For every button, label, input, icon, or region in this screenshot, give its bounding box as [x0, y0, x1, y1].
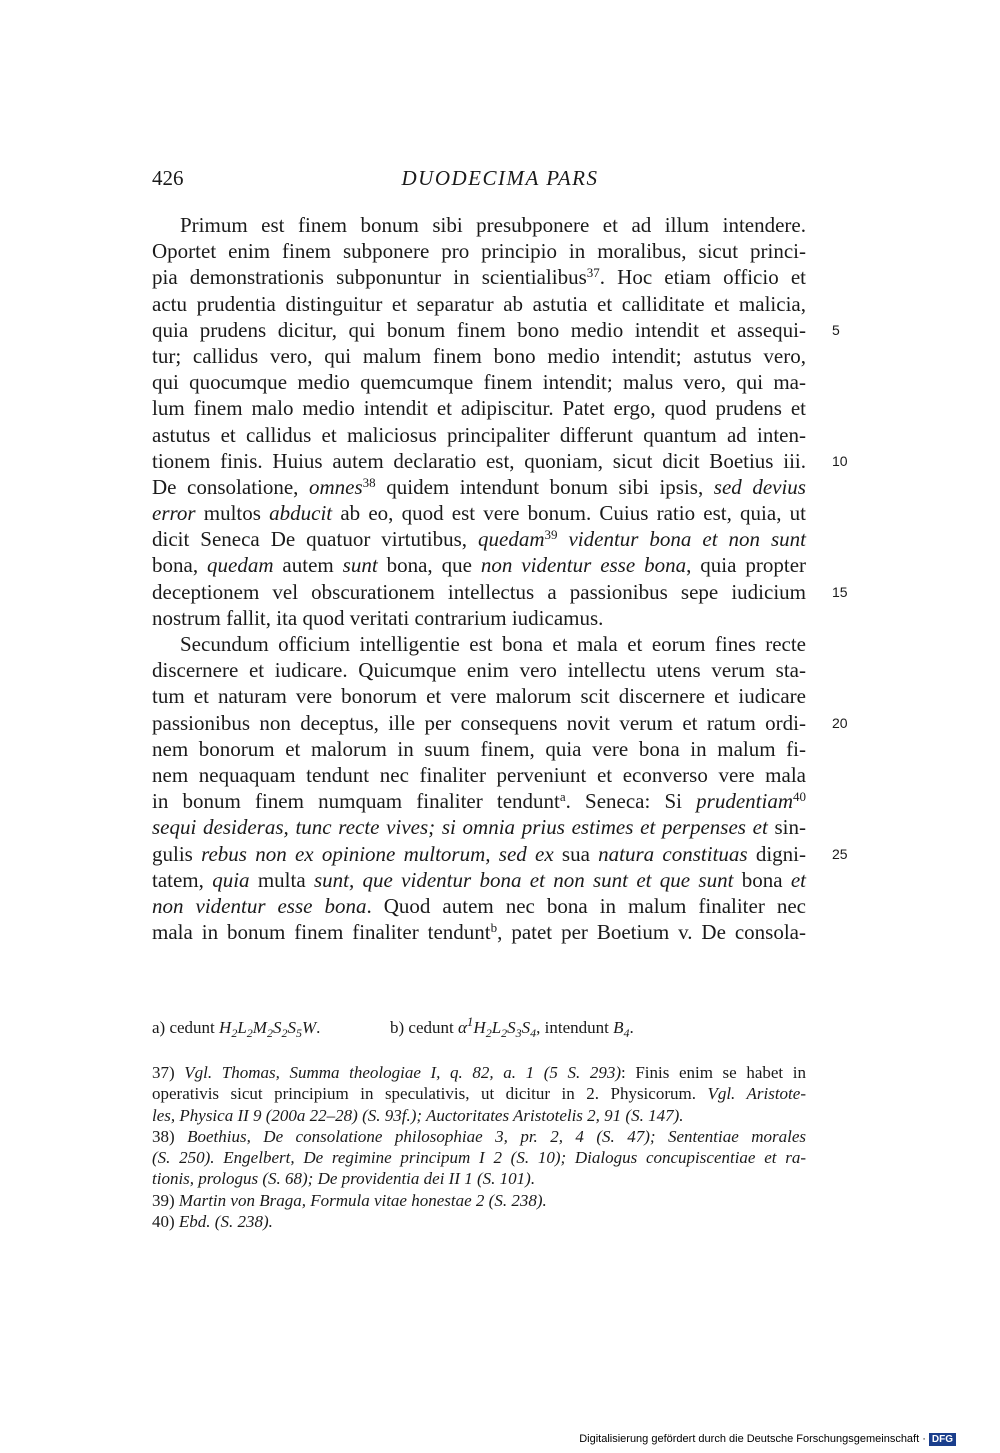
text-run: digni- — [747, 841, 807, 866]
text-run: ab eo, quod est vere bonum. Cuius ratio est, quia, ut — [332, 501, 806, 526]
text-line — [152, 814, 806, 840]
italic-run: non videntur esse bona — [152, 893, 367, 918]
siglum-index: 2 — [281, 1026, 288, 1040]
italic-run: videntur bona et non sunt — [568, 527, 806, 552]
dfg-logo: DFG — [929, 1433, 956, 1446]
italic-run: α — [457, 1018, 467, 1037]
line-number: 5 — [832, 321, 840, 338]
footnotes — [152, 1062, 806, 1232]
italic-run: non videntur esse bona — [480, 553, 687, 578]
footnote-line — [152, 1168, 806, 1189]
italic-run: quia — [212, 867, 250, 892]
line-number: 15 — [832, 583, 848, 600]
text-run: De consolatione, — [152, 474, 309, 499]
italic-run: W — [301, 1018, 317, 1037]
italic-run: H — [219, 1018, 232, 1037]
text-line — [152, 238, 806, 264]
text-run: qui quocumque medio quemcumque finem intendit; malus vero, qui ma- — [152, 370, 806, 395]
footnote-line — [152, 1126, 806, 1147]
text-line — [152, 343, 806, 369]
text-line — [152, 788, 806, 814]
text-run: quidem intendunt bonum sibi ipsis, — [375, 474, 714, 499]
text-run: gulis — [152, 841, 202, 866]
footnote-line — [152, 1190, 806, 1211]
italic-run: sed devius — [713, 474, 806, 499]
text-run: . Seneca: Si — [565, 789, 697, 814]
siglum-index: 2 — [501, 1026, 508, 1040]
note-marker: 39 — [544, 527, 558, 543]
text-run: , patet per Boetium v. De consola- — [497, 920, 806, 945]
italic-run: (S. 250). Engelbert, De regimine principum I 2 (S. 10); Dialogus concupiscentiae et ra- — [152, 1148, 806, 1168]
running-title: DUODECIMA PARS — [401, 166, 599, 190]
text-run: astutus et callidus et maliciosus principaliter differunt quantum ad inten- — [152, 422, 806, 447]
note-marker: 37 — [586, 265, 600, 281]
text-line — [152, 631, 806, 657]
text-run: : Finis enim se habet in — [621, 1063, 806, 1082]
text-line — [152, 579, 848, 605]
italic-run: sunt, que videntur bona et non sunt et que sunt — [313, 867, 734, 892]
italic-run: L — [491, 1018, 502, 1037]
text-run: bona, — [152, 553, 207, 578]
text-line — [152, 500, 806, 526]
siglum-index: 5 — [295, 1026, 302, 1040]
text-run: sin- — [767, 815, 806, 840]
text-line — [152, 317, 840, 343]
note-marker: 40 — [793, 789, 806, 805]
text-run: discernere et iudicare. Quicumque enim vero intellectu utens verum sta- — [152, 658, 806, 683]
text-run: operativis sicut principium in speculativis, ut dicitur in 2. Physicorum. — [152, 1084, 708, 1104]
text-line — [152, 212, 806, 238]
text-run: pia demonstrationis subponuntur in scientialibus — [152, 265, 587, 290]
italic-run: Vgl. Aristote- — [707, 1084, 806, 1104]
text-run: in bonum finem numquam finaliter tendunt — [152, 789, 560, 814]
text-run: tum et naturam vere bonorum et vere malorum scit discernere et iudicare — [152, 684, 806, 709]
italic-run: et — [790, 867, 806, 892]
text-run: bona, que — [377, 553, 481, 578]
note-marker: 38 — [362, 474, 376, 490]
text-line — [152, 448, 848, 474]
siglum-index: 2 — [246, 1026, 253, 1040]
text-line — [152, 657, 806, 683]
text-run: b) cedunt — [390, 1018, 458, 1037]
variant-b — [390, 1016, 634, 1040]
text-line — [152, 552, 806, 578]
digitization-credit — [579, 1432, 956, 1446]
text-run: . Quod autem nec bona in malum finaliter nec — [366, 893, 806, 918]
line-number: 25 — [832, 845, 848, 862]
footnote-line — [152, 1211, 806, 1232]
italic-run: quedam — [478, 527, 545, 552]
text-run: nem bonorum et malorum in suum finem, quia vere bona in malum fi- — [152, 736, 806, 761]
italic-run: S — [272, 1018, 282, 1037]
footnote-line — [152, 1083, 806, 1104]
text-run: 38) — [152, 1126, 188, 1146]
text-run: , intendunt — [536, 1018, 614, 1037]
italic-run: Martin von Braga, Formula vitae honestae 2 (S. 238). — [178, 1190, 547, 1210]
italic-run: omnes — [309, 474, 363, 499]
italic-run: H — [473, 1018, 486, 1037]
siglum-index: 4 — [530, 1026, 537, 1040]
italic-run: Ebd. (S. 238). — [178, 1212, 273, 1232]
text-line — [152, 893, 806, 919]
text-run: 37) — [152, 1063, 185, 1082]
text-run: passionibus non deceptus, ille per consequens novit verum et ratum ordi- — [152, 710, 806, 735]
line-number: 20 — [832, 714, 848, 731]
italic-run: les, Physica II 9 (200a 22–28) (S. 93f.); Auctoritates Aristotelis 2, 91 (S. 147). — [152, 1105, 684, 1125]
text-run: deceptionem vel obscurationem intellectus a passionibus sepe iudicium — [152, 579, 806, 604]
italic-run: abducit — [269, 501, 333, 526]
text-run: actu prudentia distinguitur et separatur ab astutia et calliditate et malicia, — [152, 291, 806, 316]
text-line — [152, 762, 806, 788]
text-run: multos — [195, 501, 270, 526]
text-run: lum finem malo medio intendit et adipiscitur. Patet ergo, quod prudens et — [152, 396, 806, 421]
text-line — [152, 736, 806, 762]
text-run: a) cedunt — [152, 1018, 220, 1037]
text-run: , quia propter — [686, 553, 807, 578]
italic-run: S — [507, 1018, 516, 1037]
text-line — [152, 395, 806, 421]
text-line — [152, 291, 806, 317]
text-run: nostrum fallit, ita quod veritati contrarium iudicamus. — [152, 605, 604, 630]
siglum-index: 3 — [515, 1026, 522, 1040]
italic-run: Vgl. Thomas, Summa theologiae I, q. 82, a. 1 (5 S. 293) — [184, 1063, 621, 1082]
text-line — [152, 422, 806, 448]
siglum-index: 2 — [266, 1026, 273, 1040]
italic-run: Boethius, De consolatione philosophiae 3, pr. 2, 4 (S. 47); Sententiae morales — [187, 1126, 806, 1146]
critical-apparatus — [152, 1016, 806, 1040]
text-run: . Hoc etiam officio et — [599, 265, 807, 290]
text-run: 39) — [152, 1190, 179, 1210]
text-run: autem — [273, 553, 343, 578]
footnote-line — [152, 1105, 806, 1126]
text-run: nem nequaquam tendunt nec finaliter perveniunt et econverso vere mala — [152, 762, 806, 787]
siglum-index: 2 — [231, 1026, 238, 1040]
siglum-index: 4 — [623, 1026, 630, 1040]
italic-run: sunt — [342, 553, 378, 578]
siglum-index: 1 — [466, 1014, 474, 1029]
text-line — [152, 683, 806, 709]
footnote-line — [152, 1147, 806, 1168]
page-number: 426 — [152, 166, 184, 190]
text-line — [152, 526, 806, 552]
variant-a — [152, 1018, 321, 1040]
main-text — [152, 212, 848, 945]
note-marker: a — [559, 789, 566, 805]
credit-text: Digitalisierung gefördert durch die Deutsche Forschungsgemeinschaft · — [579, 1433, 926, 1445]
text-run: dicit Seneca De quatuor virtutibus, — [152, 527, 479, 552]
text-run: tur; callidus vero, qui malum finem bono medio intendit; astutus vero, — [152, 343, 806, 368]
text-line — [152, 605, 806, 631]
italic-run: quedam — [207, 553, 274, 578]
italic-run: L — [237, 1018, 247, 1037]
text-line — [152, 919, 806, 945]
note-marker: b — [490, 920, 498, 936]
text-run: mala in bonum finem finaliter tendunt — [152, 920, 491, 945]
text-run: Oportet enim finem subponere pro principio in moralibus, sicut princi- — [152, 239, 806, 264]
text-line — [152, 841, 848, 867]
siglum-index: 2 — [485, 1026, 492, 1040]
italic-run: sequi desideras, tunc recte vives; si omnia prius estimes et perpenses et — [152, 815, 768, 840]
text-run: sua — [553, 841, 599, 866]
text-run: tionem finis. Huius autem declaratio est, quoniam, sicut dicit Boetius iii. — [152, 448, 806, 473]
text-run: 40) — [152, 1212, 179, 1232]
italic-run: error — [152, 501, 196, 526]
text-run: tatem, — [152, 867, 213, 892]
text-run: multa — [249, 867, 314, 892]
text-line — [152, 474, 806, 500]
text-run: quia prudens dicitur, qui bonum finem bono medio intendit et assequi- — [152, 317, 806, 342]
italic-run: tionis, prologus (S. 68); De providentia dei II 1 (S. 101). — [152, 1169, 536, 1189]
italic-run: B — [613, 1018, 624, 1037]
italic-run: S — [521, 1018, 531, 1037]
text-run: . — [629, 1018, 634, 1037]
text-line — [152, 264, 806, 290]
text-run: Secundum officium intelligentie est bona et mala et eorum fines recte — [180, 632, 806, 656]
italic-run: prudentiam — [696, 789, 793, 814]
text-run: Primum est finem bonum sibi presubponere et ad illum intendere. — [180, 213, 806, 237]
italic-run: S — [287, 1018, 296, 1037]
italic-run: rebus non ex opinione multorum, sed ex — [201, 841, 554, 866]
text-line — [152, 710, 848, 736]
text-run: bona — [733, 867, 791, 892]
line-number: 10 — [832, 452, 848, 469]
italic-run: natura constituas — [598, 841, 748, 866]
text-run — [558, 527, 569, 551]
text-line — [152, 867, 806, 893]
text-line — [152, 369, 806, 395]
footnote-line — [152, 1062, 806, 1083]
italic-run: M — [252, 1018, 267, 1037]
text-run: . — [316, 1018, 321, 1037]
